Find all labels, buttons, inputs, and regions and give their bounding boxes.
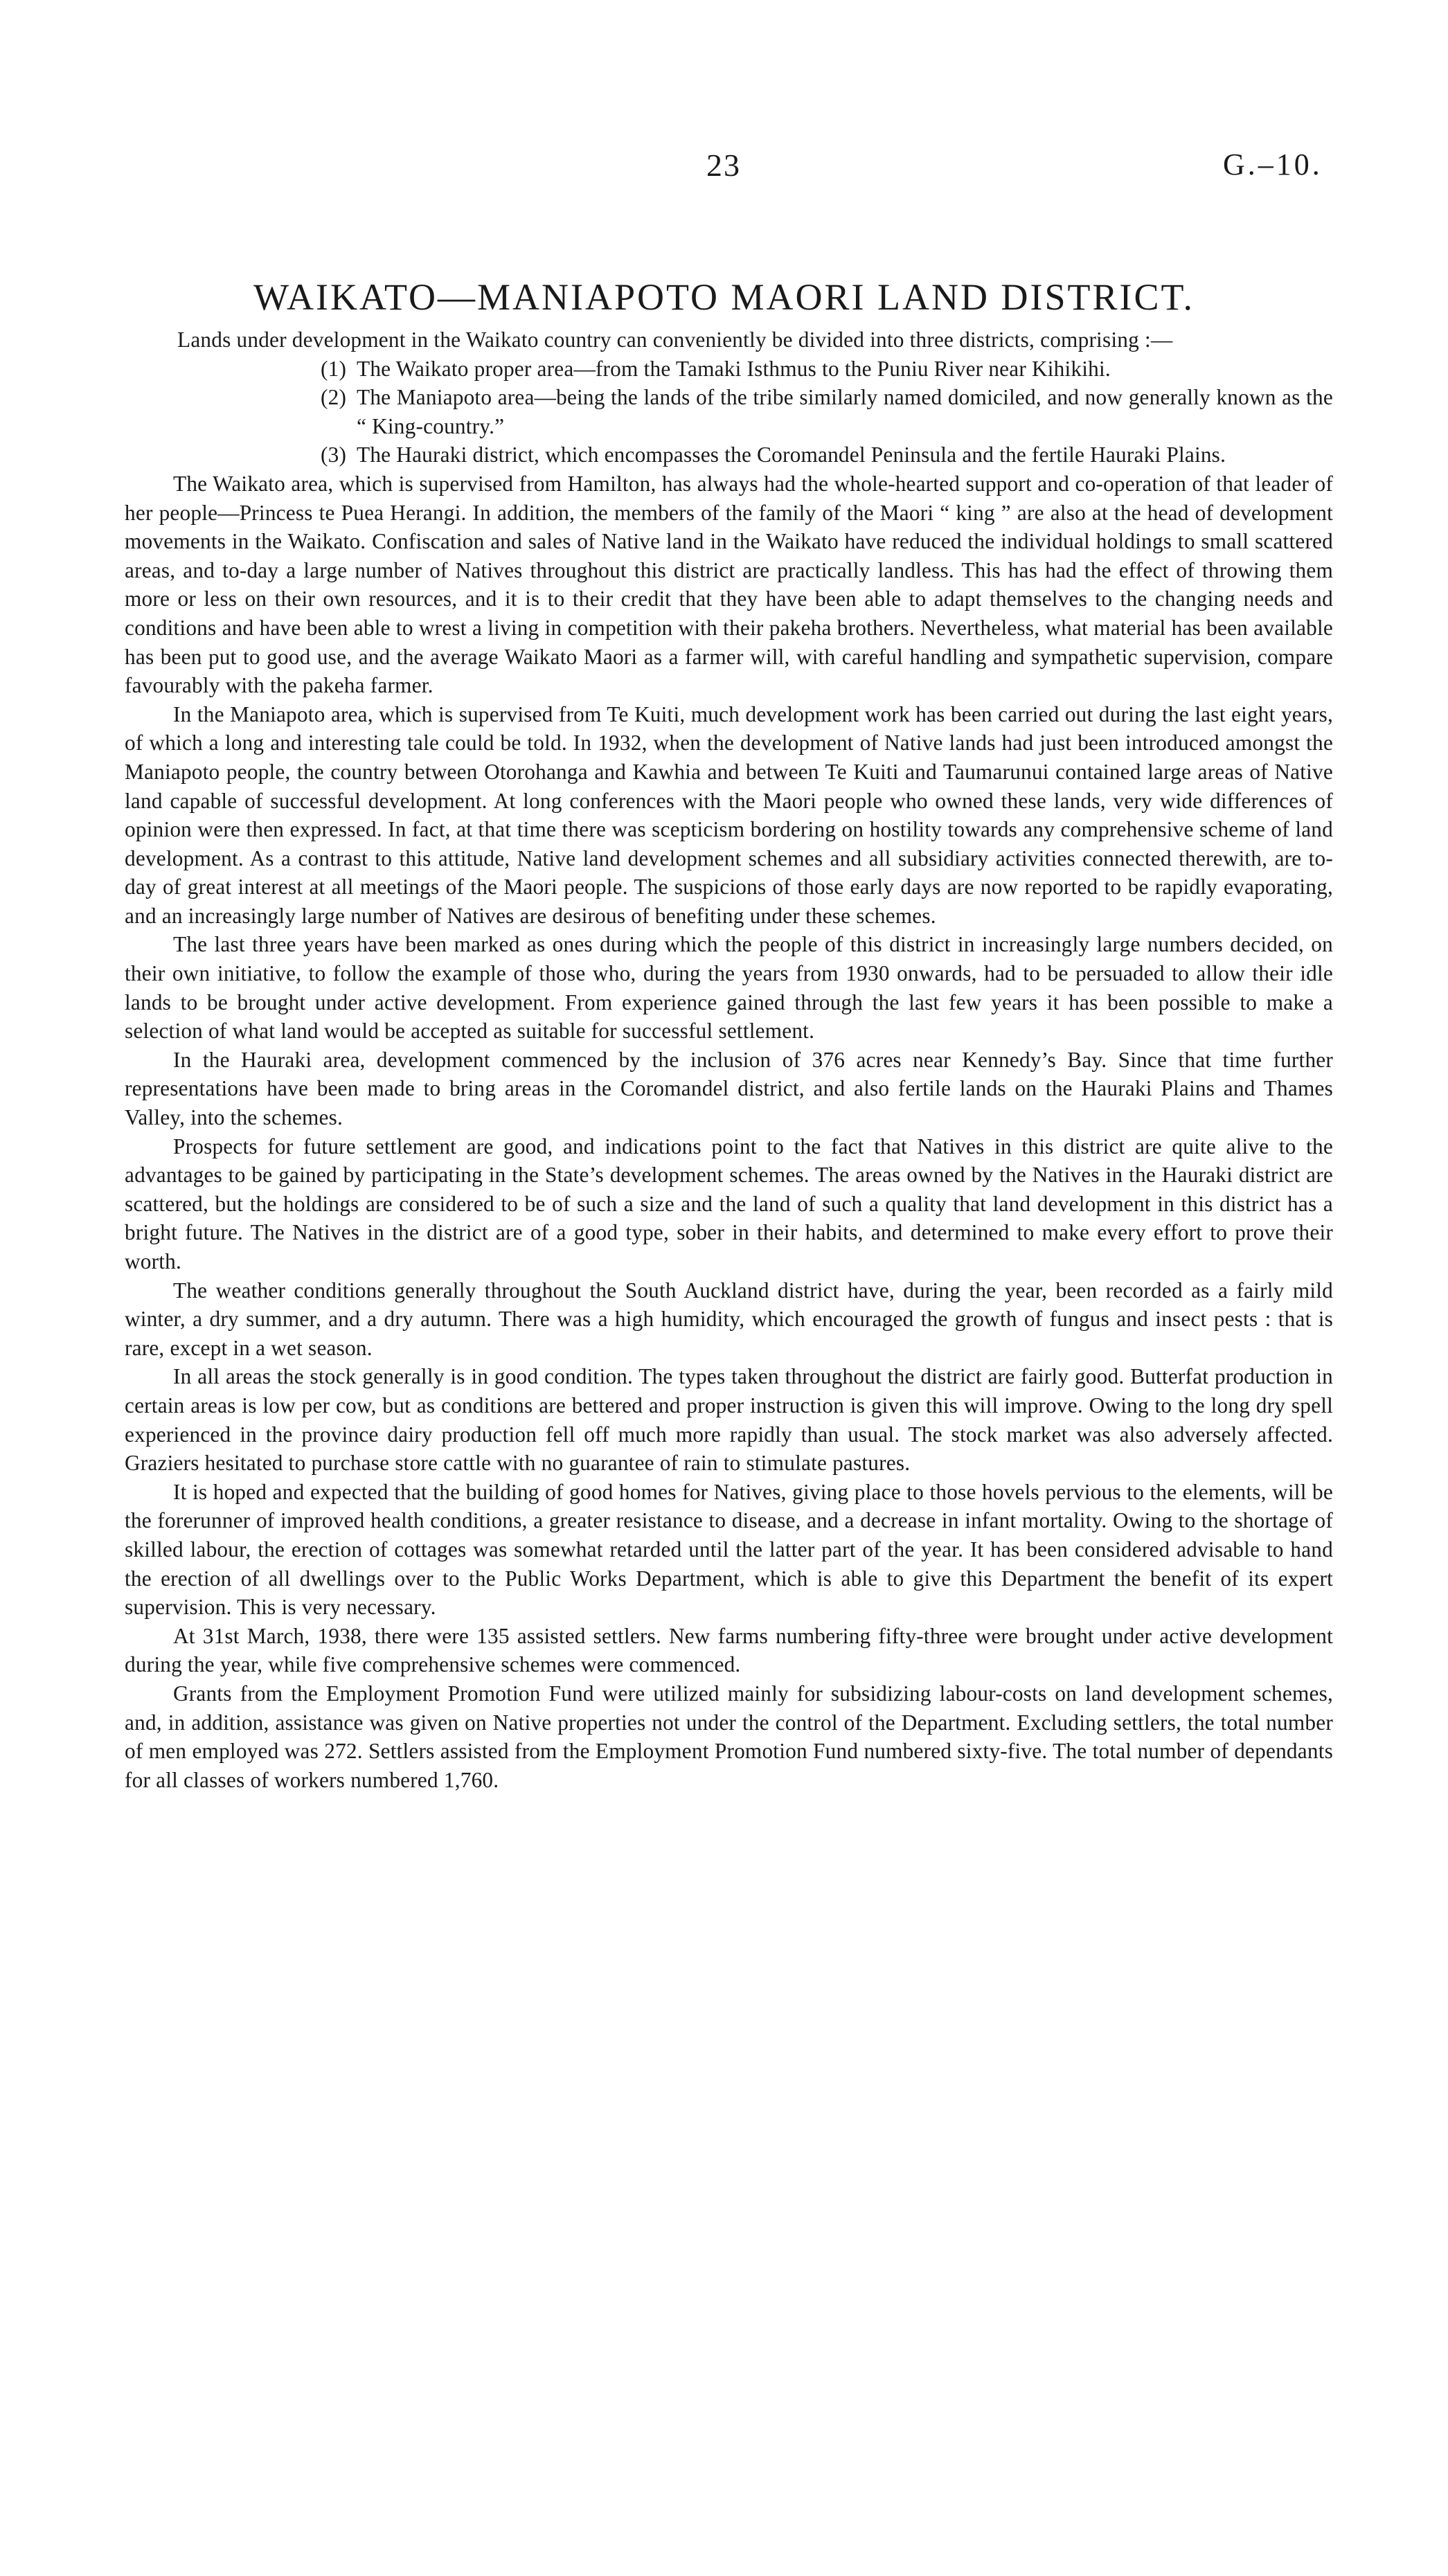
list-item-number: (2) bbox=[321, 385, 347, 410]
paragraph-prospects: Prospects for future settlement are good, and indications point to the fact that Natives in this district are quite alive to the advantages to be gained by participating in the State’s development schemes. The areas owned by the Natives in the Hauraki district are scattered, but the holdings are considered to be of such a size and the land of such a quality that land development in this district has a bright future. The Natives in the district are of a good type, sober in their habits, and determined to make every effort to prove their worth. bbox=[125, 1134, 1333, 1273]
list-item-number: (1) bbox=[321, 356, 347, 381]
document-reference: G.–10. bbox=[1223, 147, 1323, 181]
district-list bbox=[125, 355, 1333, 469]
paragraph-stock: In all areas the stock generally is in good condition. The types taken throughout the district are fairly good. Butterfat production in certain areas is low per cow, but as conditions are bettered and proper instruction is given this will improve. Owing to the long dry spell experienced in the province dairy production fell off much more rapidly than usual. The stock market was also adversely affected. Graziers hesitated to purchase store cattle with no guarantee of rain to stimulate pastures. bbox=[125, 1364, 1333, 1476]
paragraph-last-three-years: The last three years have been marked as ones during which the people of this district in increasingly large numbers decided, on their own initiative, to follow the example of those who, during the years from 1930 onwards, had to be persuaded to allow their idle lands to be brought under active development. From experience gained through the last few years it has been possible to make a selection of what land would be accepted as suitable for successful settlement. bbox=[125, 932, 1333, 1044]
list-item-text: The Hauraki district, which encompasses the Coromandel Peninsula and the fertile Hauraki Plains. bbox=[357, 442, 1226, 467]
list-item bbox=[125, 440, 1333, 469]
list-item bbox=[125, 355, 1333, 384]
paragraph-hauraki: In the Hauraki area, development commenced by the inclusion of 376 acres near Kennedy’s Bay. Since that time further representations have been made to bring areas in the Coromandel district, and also fertile lands on the Hauraki Plains and Thames Valley, into the schemes. bbox=[125, 1047, 1333, 1130]
list-item bbox=[125, 383, 1333, 440]
paragraph-maniapoto: In the Maniapoto area, which is supervised from Te Kuiti, much development work has been carried out during the last eight years, of which a long and interesting tale could be told. In 1932, when the development of Native lands had just been introduced amongst the Maniapoto people, the country between Otorohanga and Kawhia and between Te Kuiti and Taumarunui contained large areas of Native land capable of successful development. At long conferences with the Maori people who owned these lands, very wide differences of opinion were then expressed. In fact, at that time there was scepticism bordering on hostility towards any comprehensive scheme of land development. As a contrast to this attitude, Native land development schemes and all subsidiary activities connected therewith, are to-day of great interest at all meetings of the Maori people. The suspicions of those early days are now reported to be rapidly evaporating, and an increasingly large number of Natives are desirous of benefiting under these schemes. bbox=[125, 701, 1333, 928]
paragraph-settlers: At 31st March, 1938, there were 135 assisted settlers. New farms numbering fifty-three were brought under active development during the year, while five comprehensive schemes were commenced. bbox=[125, 1623, 1333, 1677]
list-item-text: The Waikato proper area—from the Tamaki Isthmus to the Puniu River near Kihikihi. bbox=[357, 356, 1111, 381]
page-number: 23 bbox=[706, 147, 741, 183]
document-body bbox=[125, 325, 1333, 1794]
paragraph-weather: The weather conditions generally throughout the South Auckland district have, during the year, been recorded as a fairly mild winter, a dry summer, and a dry autumn. There was a high humidity, which encouraged the growth of fungus and insect pests : that is rare, except in a wet season. bbox=[125, 1278, 1333, 1360]
list-item-text: The Maniapoto area—being the lands of the tribe similarly named domiciled, and now generally known as the “ King-country.” bbox=[357, 385, 1333, 438]
paragraph-grants: Grants from the Employment Promotion Fund were utilized mainly for subsidizing labour-costs on land development schemes, and, in addition, assistance was given on Native properties not under the control of the Department. Excluding settlers, the total number of men employed was 272. Settlers assisted from the Employment Promotion Fund numbered sixty-five. The total number of dependants for all classes of workers numbered 1,760. bbox=[125, 1681, 1333, 1792]
intro-paragraph: Lands under development in the Waikato country can conveniently be divided into three districts, comprising :— bbox=[177, 328, 1173, 352]
page-title: WAIKATO—MANIAPOTO MAORI LAND DISTRICT. bbox=[253, 276, 1195, 318]
page-header bbox=[0, 147, 1448, 188]
paragraph-waikato: The Waikato area, which is supervised from Hamilton, has always had the whole-hearted support and co-operation of that leader of her people—Princess te Puea Herangi. In addition, the members of the family of the Maori “ king ” are also at the head of development movements in the Waikato. Confiscation and sales of Native land in the Waikato have reduced the individual holdings to small scattered areas, and to-day a large number of Natives throughout this district are practically landless. This has had the effect of throwing them more or less on their own resources, and it is to their credit that they have been able to adapt themselves to the changing needs and conditions and have been able to wrest a living in competition with their pakeha brothers. Nevertheless, what material has been available has been put to good use, and the average Waikato Maori as a farmer will, with careful handling and sympathetic supervision, compare favourably with the pakeha farmer. bbox=[125, 471, 1333, 698]
paragraph-housing: It is hoped and expected that the building of good homes for Natives, giving place to those hovels pervious to the elements, will be the forerunner of improved health conditions, a greater resistance to disease, and a decrease in infant mortality. Owing to the shortage of skilled labour, the erection of cottages was somewhat retarded until the latter part of the year. It has been considered advisable to hand the erection of all dwellings over to the Public Works Department, which is able to give this Department the benefit of its expert supervision. This is very necessary. bbox=[125, 1479, 1333, 1620]
list-item-number: (3) bbox=[321, 442, 347, 467]
